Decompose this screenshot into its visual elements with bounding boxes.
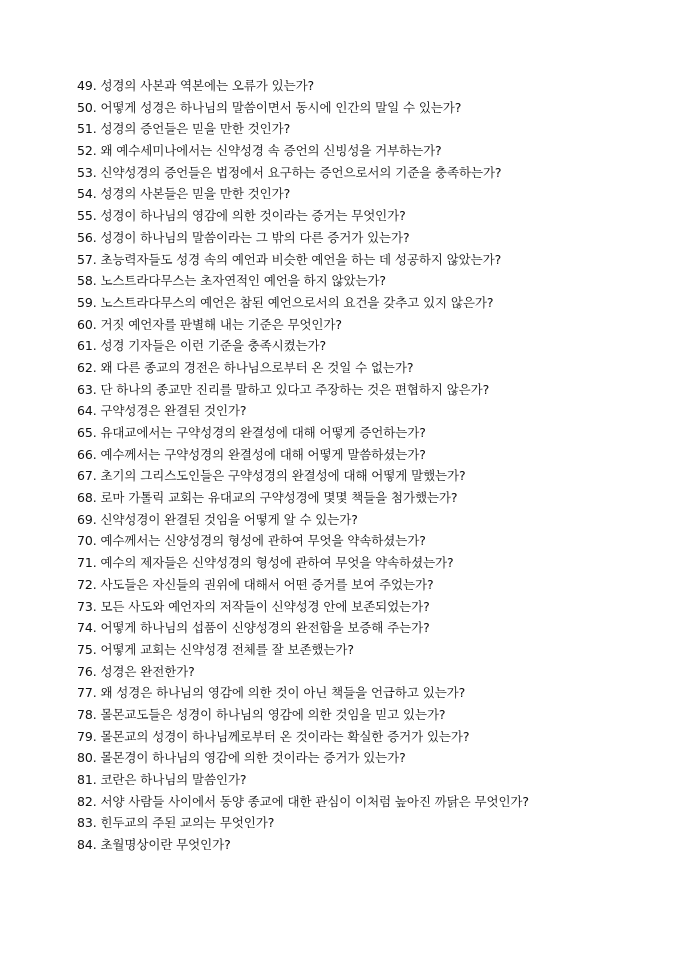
question-item: 72. 사도들은 자신들의 권위에 대해서 어떤 증거를 보여 주었는가?	[77, 576, 434, 592]
question-item: 54. 성경의 사본들은 믿을 만한 것인가?	[77, 186, 291, 202]
question-item: 84. 초월명상이란 무엇인가?	[77, 837, 231, 853]
question-item: 57. 초능력자들도 성경 속의 예언과 비슷한 예언을 하는 데 성공하지 않았는가?	[77, 251, 502, 267]
question-item: 80. 몰몬경이 하나님의 영감에 의한 것이라는 증거가 있는가?	[77, 750, 406, 766]
question-item: 58. 노스트라다무스는 초자연적인 예언을 하지 않았는가?	[77, 273, 386, 289]
question-item: 51. 성경의 증언들은 믿을 만한 것인가?	[77, 121, 291, 137]
question-item: 77. 왜 성경은 하나님의 영감에 의한 것이 아닌 책들을 언급하고 있는가?	[77, 685, 466, 701]
question-item: 74. 어떻게 하나님의 섭품이 신양성경의 완전함을 보증해 주는가?	[77, 620, 430, 636]
question-item: 50. 어떻게 성경은 하나님의 말씀이면서 동시에 인간의 말일 수 있는가?	[77, 99, 462, 115]
question-item: 73. 모든 사도와 예언자의 저작들이 신약성경 안에 보존되었는가?	[77, 598, 430, 614]
question-item: 75. 어떻게 교회는 신약성경 전체를 잘 보존했는가?	[77, 641, 354, 657]
question-item: 64. 구약성경은 완결된 것인가?	[77, 403, 247, 419]
question-item: 83. 힌두교의 주된 교의는 무엇인가?	[77, 815, 275, 831]
question-item: 56. 성경이 하나님의 말씀이라는 그 밖의 다른 증거가 있는가?	[77, 229, 410, 245]
question-item: 69. 신약성경이 완결된 것임을 어떻게 알 수 있는가?	[77, 511, 358, 527]
question-list	[77, 75, 667, 856]
question-item: 63. 단 하나의 종교만 진리를 말하고 있다고 주장하는 것은 편협하지 않은가?	[77, 381, 490, 397]
question-item: 78. 몰몬교도들은 성경이 하나님의 영감에 의한 것임을 믿고 있는가?	[77, 706, 446, 722]
question-item: 62. 왜 다른 종교의 경전은 하나님으로부터 온 것일 수 없는가?	[77, 359, 414, 375]
question-item: 71. 예수의 제자들은 신약성경의 형성에 관하여 무엇을 약속하셨는가?	[77, 555, 454, 571]
question-item: 81. 코란은 하나님의 말씀인가?	[77, 772, 247, 787]
question-item: 59. 노스트라다무스의 예언은 참된 예언으로서의 요건을 갖추고 있지 않은가?	[77, 294, 494, 310]
question-item: 52. 왜 예수세미나에서는 신약성경 속 증언의 신빙성을 거부하는가?	[77, 143, 442, 159]
question-item: 76. 성경은 완전한가?	[77, 663, 195, 679]
question-item: 66. 예수께서는 구약성경의 완결성에 대해 어떻게 말씀하셨는가?	[77, 446, 426, 462]
question-item: 65. 유대교에서는 구약성경의 완결성에 대해 어떻게 증언하는가?	[77, 425, 426, 440]
question-item: 60. 거짓 예언자를 판별해 내는 기준은 무엇인가?	[77, 316, 342, 332]
question-item: 55. 성경이 하나님의 영감에 의한 것이라는 증거는 무엇인가?	[77, 208, 406, 224]
question-item: 82. 서양 사람들 사이에서 동양 종교에 대한 관심이 이처럼 높아진 까닭은 무엇인가?	[77, 793, 529, 809]
question-item: 68. 로마 가톨릭 교회는 유대교의 구약성경에 몇몇 책들을 첨가했는가?	[77, 490, 458, 506]
question-item: 70. 예수께서는 신양성경의 형성에 관하여 무엇을 약속하셨는가?	[77, 533, 426, 549]
question-item: 53. 신약성경의 증언들은 법정에서 요구하는 증언으로서의 기준을 충족하는가?	[77, 164, 502, 180]
question-item: 79. 몰몬교의 성경이 하나님께로부터 온 것이라는 확실한 증거가 있는가?	[77, 728, 470, 744]
question-item: 67. 초기의 그리스도인들은 구약성경의 완결성에 대해 어떻게 말했는가?	[77, 468, 466, 484]
question-item: 49. 성경의 사본과 역본에는 오류가 있는가?	[77, 78, 315, 93]
question-item: 61. 성경 기자들은 이런 기준을 충족시켰는가?	[77, 338, 327, 354]
